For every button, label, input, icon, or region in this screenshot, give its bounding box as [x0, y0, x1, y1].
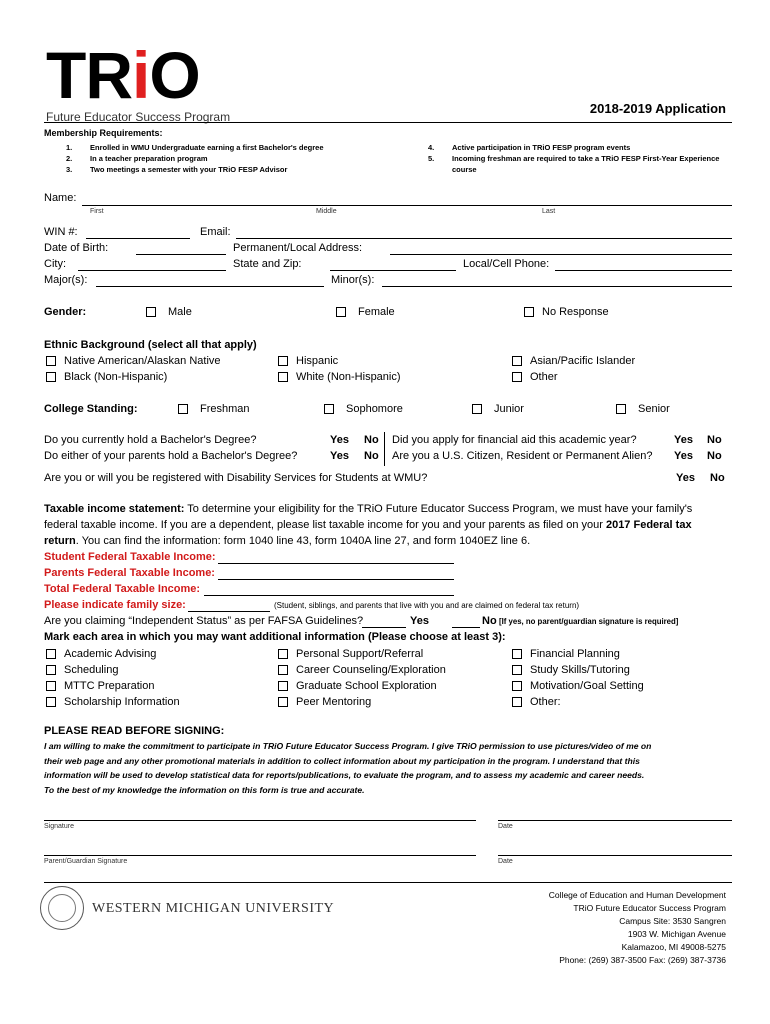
membership-title: Membership Requirements: [44, 128, 163, 138]
wmu-seal-icon [40, 886, 84, 930]
area-academic-advising[interactable]: Academic Advising [46, 646, 180, 662]
win-field[interactable] [86, 238, 190, 239]
gender-label: Gender: [44, 306, 87, 318]
checkbox-icon[interactable] [46, 697, 56, 707]
checkbox-icon[interactable] [472, 404, 482, 414]
q4-no[interactable]: No [707, 450, 722, 462]
date-caption: Date [498, 823, 513, 830]
gender-male[interactable]: Male [146, 306, 192, 318]
checkbox-icon[interactable] [46, 356, 56, 366]
signing-title: PLEASE READ BEFORE SIGNING: [44, 725, 225, 737]
majors-field[interactable] [96, 286, 324, 287]
q-bachelor: Do you currently hold a Bachelor's Degree? [44, 434, 257, 446]
q-citizen: Are you a U.S. Citizen, Resident or Permanent Alien? [392, 450, 653, 462]
area-scheduling[interactable]: Scheduling [46, 662, 180, 678]
parents-income-field[interactable] [218, 579, 454, 580]
state-zip-field[interactable] [330, 270, 456, 271]
standing-sophomore[interactable]: Sophomore [324, 403, 403, 415]
q1-yes[interactable]: Yes [330, 434, 349, 446]
q2-no[interactable]: No [364, 450, 379, 462]
independent-question: Are you claiming “Independent Status” as per FAFSA Guidelines? [44, 615, 364, 627]
standing-freshman[interactable]: Freshman [178, 403, 250, 415]
name-middle-caption: Middle [316, 208, 337, 215]
ethnic-other[interactable]: Other [512, 371, 558, 383]
areas-col-3 [512, 646, 644, 710]
parent-signature-caption: Parent/Guardian Signature [44, 858, 128, 865]
checkbox-icon[interactable] [512, 649, 522, 659]
checkbox-icon[interactable] [278, 372, 288, 382]
dob-field[interactable] [136, 254, 226, 255]
footer-address: College of Education and Human Development TRiO Future Educator Success Program Campus Site: 3530 Sangren 1903 W. Michigan Avenue Kalamazoo, MI 49008-5275 Phone: (269) 387-3500 Fax: (269) 387-3736 [548, 890, 726, 965]
gender-female[interactable]: Female [336, 306, 395, 318]
checkbox-icon[interactable] [278, 697, 288, 707]
area-other[interactable]: Other: [512, 694, 644, 710]
name-last-caption: Last [542, 208, 556, 215]
phone-field[interactable] [555, 270, 732, 271]
footer-rule [44, 882, 732, 883]
checkbox-icon[interactable] [512, 681, 522, 691]
q1-no[interactable]: No [364, 434, 379, 446]
independent-no: No [482, 615, 497, 627]
area-mttc[interactable]: MTTC Preparation [46, 678, 180, 694]
independent-note: [If yes, no parent/guardian signature is required] [499, 617, 679, 626]
parents-income-label: Parents Federal Taxable Income: [44, 567, 215, 579]
standing-senior[interactable]: Senior [616, 403, 670, 415]
header-rule [44, 122, 732, 123]
checkbox-icon[interactable] [46, 649, 56, 659]
student-income-field[interactable] [218, 563, 454, 564]
taxable-line-2: federal taxable income. If you are a dependent, please list taxable income for you and your parents as filed on your 2017 Federal tax [44, 519, 692, 531]
membership-list-left: 1. Enrolled in WMU Undergraduate earning a first Bachelor's degree 2. In a teacher preparation program 3. Two meetings a semester with your TRiO FESP Advisor [66, 143, 324, 174]
minors-field[interactable] [382, 286, 732, 287]
checkbox-icon[interactable] [46, 665, 56, 675]
checkbox-icon[interactable] [146, 307, 156, 317]
area-scholarship[interactable]: Scholarship Information [46, 694, 180, 710]
wmu-wordmark: WESTERN MICHIGAN UNIVERSITY [92, 901, 335, 916]
areas-title: Mark each area in which you may want additional information (Please choose at least 3): [44, 631, 506, 643]
state-zip-label: State and Zip: [233, 258, 302, 270]
standing-label: College Standing: [44, 403, 138, 415]
address-field[interactable] [390, 254, 732, 255]
signing-statement: I am willing to make the commitment to participate in TRiO Future Educator Success Program. I give TRiO permission to use pictures/video of me on their web page and any other promotional materials in addition to collect information about my participation in the program. I understand that this information will be used to develop statistical data for reports/publications, to evaluate the program, and to assess my academic and career needs. To the best of my knowledge the information on this form is true and accurate. [44, 741, 652, 795]
q-parents-bachelor: Do either of your parents hold a Bachelor's Degree? [44, 450, 298, 462]
program-subtitle: Future Educator Success Program [46, 110, 231, 124]
standing-junior[interactable]: Junior [472, 403, 524, 415]
question-divider [384, 432, 385, 466]
parent-date-field[interactable] [498, 855, 732, 856]
checkbox-icon[interactable] [524, 307, 534, 317]
application-title: 2018-2019 Application [589, 101, 726, 116]
checkbox-icon[interactable] [616, 404, 626, 414]
checkbox-icon[interactable] [46, 681, 56, 691]
area-personal-support[interactable]: Personal Support/Referral [278, 646, 446, 662]
signature-field[interactable] [44, 820, 476, 821]
majors-label: Major(s): [44, 274, 88, 286]
area-financial-planning[interactable]: Financial Planning [512, 646, 644, 662]
checkbox-icon[interactable] [324, 404, 334, 414]
checkbox-icon[interactable] [336, 307, 346, 317]
name-label: Name: [44, 192, 77, 204]
ethnic-title: Ethnic Background (select all that apply) [44, 339, 257, 351]
total-income-label: Total Federal Taxable Income: [44, 583, 201, 595]
checkbox-icon[interactable] [512, 665, 522, 675]
checkbox-icon[interactable] [278, 681, 288, 691]
area-study-skills[interactable]: Study Skills/Tutoring [512, 662, 644, 678]
city-label: City: [44, 258, 66, 270]
student-income-label: Student Federal Taxable Income: [44, 551, 216, 563]
q5-yes[interactable]: Yes [676, 472, 695, 484]
signature-caption: Signature [44, 823, 74, 830]
ethnic-hispanic[interactable]: Hispanic [278, 355, 338, 367]
checkbox-icon[interactable] [278, 649, 288, 659]
city-field[interactable] [78, 270, 226, 271]
independent-yes-field[interactable] [362, 627, 406, 628]
ethnic-black[interactable]: Black (Non-Hispanic) [46, 371, 167, 383]
phone-label: Local/Cell Phone: [463, 258, 550, 270]
checkbox-icon[interactable] [278, 356, 288, 366]
independent-no-field[interactable] [452, 627, 480, 628]
q3-yes[interactable]: Yes [674, 434, 693, 446]
address-label: Permanent/Local Address: [233, 242, 363, 254]
minors-label: Minor(s): [331, 274, 375, 286]
gender-no-response[interactable]: No Response [524, 306, 609, 318]
parent-date-caption: Date [498, 858, 513, 865]
parent-signature-field[interactable] [44, 855, 476, 856]
family-size-field[interactable] [188, 611, 270, 612]
checkbox-icon[interactable] [512, 697, 522, 707]
family-size-label: Please indicate family size: [44, 599, 186, 611]
q-disability: Are you or will you be registered with Disability Services for Students at WMU? [44, 472, 428, 484]
trio-logo: TRiO [46, 38, 200, 112]
areas-col-1 [46, 646, 180, 710]
name-field[interactable] [82, 205, 732, 206]
email-label: Email: [200, 226, 231, 238]
areas-col-2 [278, 646, 446, 710]
dob-label: Date of Birth: [44, 242, 109, 254]
checkbox-icon[interactable] [512, 356, 522, 366]
taxable-line-1: Taxable income statement: To determine your eligibility for the TRiO Future Educator Success Program, we must have your family's [44, 503, 693, 515]
ethnic-native-american[interactable]: Native American/Alaskan Native [46, 355, 221, 367]
checkbox-icon[interactable] [46, 372, 56, 382]
area-graduate-school[interactable]: Graduate School Exploration [278, 678, 446, 694]
q2-yes[interactable]: Yes [330, 450, 349, 462]
q5-no[interactable]: No [710, 472, 725, 484]
checkbox-icon[interactable] [512, 372, 522, 382]
taxable-line-3: return. You can find the information: form 1040 line 43, form 1040A line 27, and form 1040EZ line 6. [44, 535, 531, 547]
independent-yes: Yes [410, 615, 429, 627]
total-income-field[interactable] [204, 595, 454, 596]
ethnic-white[interactable]: White (Non-Hispanic) [278, 371, 401, 383]
q4-yes[interactable]: Yes [674, 450, 693, 462]
q3-no[interactable]: No [707, 434, 722, 446]
name-first-caption: First [90, 208, 104, 215]
area-motivation[interactable]: Motivation/Goal Setting [512, 678, 644, 694]
q-financial-aid: Did you apply for financial aid this academic year? [392, 434, 637, 446]
area-career-counseling[interactable]: Career Counseling/Exploration [278, 662, 446, 678]
checkbox-icon[interactable] [278, 665, 288, 675]
ethnic-asian-pacific[interactable]: Asian/Pacific Islander [512, 355, 635, 367]
email-field[interactable] [236, 238, 732, 239]
membership-list-right: 4. Active participation in TRiO FESP program events 5. Incoming freshman are required to take a TRiO FESP First-Year Experience course [428, 143, 720, 174]
date-field[interactable] [498, 820, 732, 821]
area-peer-mentoring[interactable]: Peer Mentoring [278, 694, 446, 710]
family-size-note: (Student, siblings, and parents that live with you and are claimed on federal tax return) [274, 601, 580, 610]
checkbox-icon[interactable] [178, 404, 188, 414]
win-label: WIN #: [44, 226, 78, 238]
